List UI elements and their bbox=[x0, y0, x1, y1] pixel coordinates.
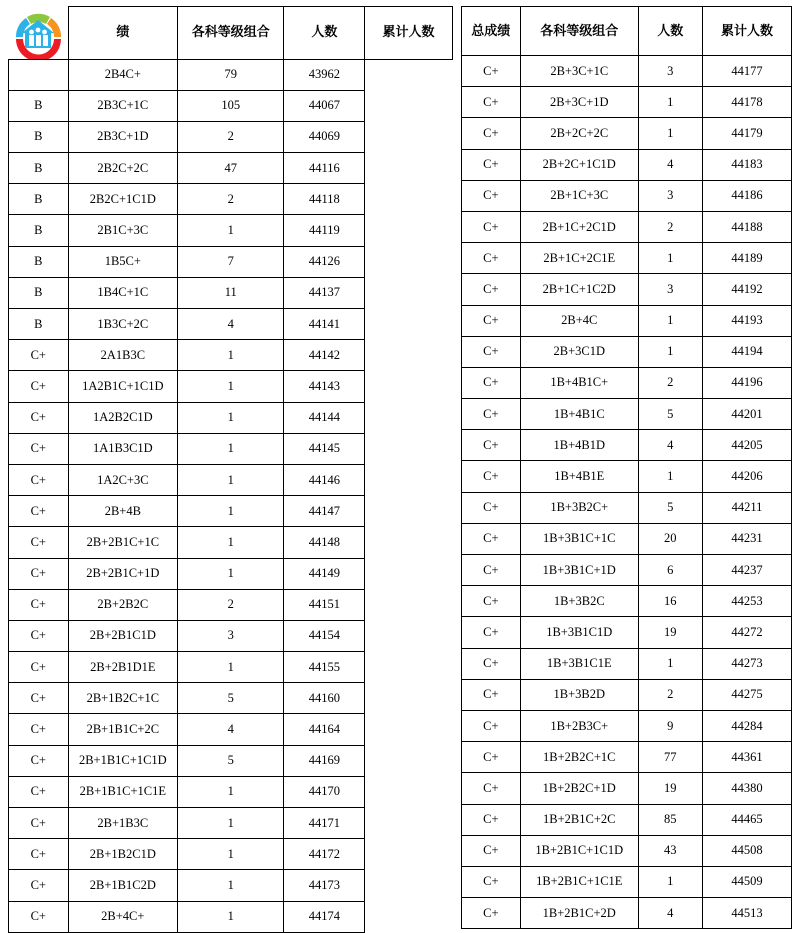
right-cell-cumulative: 44253 bbox=[702, 586, 791, 617]
left-cell-combination: 1A1B3C1D bbox=[68, 433, 177, 464]
right-cell-count: 4 bbox=[638, 430, 702, 461]
table-row bbox=[461, 211, 791, 242]
table-header-row bbox=[9, 7, 453, 60]
left-cell-count: 1 bbox=[178, 340, 284, 371]
left-cell-combination: 2B+1B1C+2C bbox=[68, 714, 177, 745]
table-row bbox=[9, 121, 453, 152]
right-cell-cumulative: 44284 bbox=[702, 710, 791, 741]
left-cell-combination: 2B+2B2C bbox=[68, 589, 177, 620]
right-cell-cumulative: 44205 bbox=[702, 430, 791, 461]
right-cell-grade: C+ bbox=[461, 617, 520, 648]
left-cell-combination: 1B3C+2C bbox=[68, 309, 177, 340]
left-cell-cumulative: 44160 bbox=[284, 683, 365, 714]
table-row bbox=[9, 59, 453, 90]
table-row bbox=[461, 710, 791, 741]
table-row bbox=[9, 527, 453, 558]
left-cell-combination: 2B+4C+ bbox=[68, 901, 177, 932]
table-row bbox=[461, 679, 791, 710]
left-cell-count: 1 bbox=[178, 371, 284, 402]
right-cell-combination: 1B+3B2C+ bbox=[520, 492, 638, 523]
right-cell-cumulative: 44513 bbox=[702, 898, 791, 929]
right-cell-cumulative: 44465 bbox=[702, 804, 791, 835]
table-row bbox=[461, 243, 791, 274]
house-people-logo-icon bbox=[10, 7, 66, 59]
right-cell-combination: 1B+4B1E bbox=[520, 461, 638, 492]
table-row bbox=[461, 523, 791, 554]
table-row bbox=[9, 839, 453, 870]
right-cell-grade: C+ bbox=[461, 835, 520, 866]
left-cell-grade: B bbox=[9, 309, 69, 340]
table-row bbox=[9, 589, 453, 620]
right-cell-cumulative: 44509 bbox=[702, 866, 791, 897]
table-row bbox=[9, 402, 453, 433]
left-cell-combination: 2B2C+2C bbox=[68, 153, 177, 184]
left-cell-cumulative: 44148 bbox=[284, 527, 365, 558]
left-cell-count: 47 bbox=[178, 153, 284, 184]
left-cell-combination: 2B2C+1C1D bbox=[68, 184, 177, 215]
right-cell-cumulative: 44273 bbox=[702, 648, 791, 679]
right-header-count: 人数 bbox=[638, 7, 702, 56]
table-row bbox=[461, 87, 791, 118]
left-cell-cumulative: 44147 bbox=[284, 496, 365, 527]
right-cell-cumulative: 44196 bbox=[702, 367, 791, 398]
right-cell-grade: C+ bbox=[461, 243, 520, 274]
left-cell-cumulative: 44173 bbox=[284, 870, 365, 901]
table-row bbox=[461, 336, 791, 367]
right-cell-count: 19 bbox=[638, 617, 702, 648]
right-cell-count: 5 bbox=[638, 492, 702, 523]
right-score-table bbox=[461, 6, 792, 929]
right-cell-grade: C+ bbox=[461, 118, 520, 149]
left-cell-cumulative: 44154 bbox=[284, 620, 365, 651]
right-cell-cumulative: 44237 bbox=[702, 555, 791, 586]
right-cell-grade: C+ bbox=[461, 149, 520, 180]
left-cell-cumulative: 44169 bbox=[284, 745, 365, 776]
left-cell-cumulative: 44069 bbox=[284, 121, 365, 152]
right-cell-grade: C+ bbox=[461, 492, 520, 523]
right-cell-combination: 1B+2B1C+1C1D bbox=[520, 835, 638, 866]
table-row bbox=[461, 118, 791, 149]
left-cell-cumulative: 43962 bbox=[284, 59, 365, 90]
right-cell-count: 3 bbox=[638, 274, 702, 305]
left-cell-count: 1 bbox=[178, 433, 284, 464]
table-row bbox=[461, 56, 791, 87]
right-cell-combination: 2B+2C+2C bbox=[520, 118, 638, 149]
right-cell-grade: C+ bbox=[461, 648, 520, 679]
left-cell-cumulative: 44144 bbox=[284, 402, 365, 433]
right-cell-cumulative: 44177 bbox=[702, 56, 791, 87]
right-cell-combination: 2B+1C+2C1E bbox=[520, 243, 638, 274]
left-cell-cumulative: 44151 bbox=[284, 589, 365, 620]
table-row bbox=[9, 184, 453, 215]
right-cell-grade: C+ bbox=[461, 898, 520, 929]
right-cell-count: 9 bbox=[638, 710, 702, 741]
left-cell-combination: 2B+2B1D1E bbox=[68, 652, 177, 683]
right-cell-count: 1 bbox=[638, 866, 702, 897]
right-cell-cumulative: 44193 bbox=[702, 305, 791, 336]
table-row bbox=[9, 496, 453, 527]
right-cell-cumulative: 44192 bbox=[702, 274, 791, 305]
left-cell-grade: C+ bbox=[9, 464, 69, 495]
right-cell-count: 19 bbox=[638, 773, 702, 804]
right-cell-combination: 2B+3C+1C bbox=[520, 56, 638, 87]
right-cell-cumulative: 44179 bbox=[702, 118, 791, 149]
right-header-combination: 各科等级组合 bbox=[520, 7, 638, 56]
table-row bbox=[9, 277, 453, 308]
table-row bbox=[461, 399, 791, 430]
right-cell-combination: 1B+4B1C bbox=[520, 399, 638, 430]
right-cell-count: 5 bbox=[638, 399, 702, 430]
table-row bbox=[461, 804, 791, 835]
table-row bbox=[461, 149, 791, 180]
right-cell-count: 2 bbox=[638, 367, 702, 398]
left-cell-count: 1 bbox=[178, 776, 284, 807]
left-cell-combination: 2B4C+ bbox=[68, 59, 177, 90]
right-cell-grade: C+ bbox=[461, 461, 520, 492]
left-cell-cumulative: 44172 bbox=[284, 839, 365, 870]
right-cell-combination: 1B+3B1C+1D bbox=[520, 555, 638, 586]
right-cell-combination: 1B+2B1C+2D bbox=[520, 898, 638, 929]
left-cell-cumulative: 44146 bbox=[284, 464, 365, 495]
right-cell-cumulative: 44361 bbox=[702, 742, 791, 773]
right-cell-combination: 2B+1C+1C2D bbox=[520, 274, 638, 305]
table-row bbox=[9, 153, 453, 184]
left-cell-count: 2 bbox=[178, 184, 284, 215]
tables-container bbox=[8, 6, 792, 933]
left-header-combination: 各科等级组合 bbox=[178, 7, 284, 60]
table-row bbox=[461, 648, 791, 679]
left-cell-combination: 2B1C+3C bbox=[68, 215, 177, 246]
table-row bbox=[461, 461, 791, 492]
right-cell-combination: 1B+2B2C+1D bbox=[520, 773, 638, 804]
left-cell-count: 1 bbox=[178, 558, 284, 589]
left-cell-grade: C+ bbox=[9, 683, 69, 714]
left-cell-combination: 2B+2B1C+1D bbox=[68, 558, 177, 589]
table-row bbox=[461, 274, 791, 305]
right-cell-grade: C+ bbox=[461, 305, 520, 336]
right-cell-grade: C+ bbox=[461, 710, 520, 741]
right-cell-cumulative: 44231 bbox=[702, 523, 791, 554]
right-cell-combination: 2B+3C1D bbox=[520, 336, 638, 367]
right-cell-grade: C+ bbox=[461, 336, 520, 367]
left-header-cumulative: 累计人数 bbox=[365, 7, 452, 60]
table-row bbox=[461, 898, 791, 929]
right-cell-grade: C+ bbox=[461, 180, 520, 211]
right-cell-combination: 1B+4B1C+ bbox=[520, 367, 638, 398]
right-cell-grade: C+ bbox=[461, 866, 520, 897]
right-cell-grade: C+ bbox=[461, 804, 520, 835]
right-cell-combination: 2B+2C+1C1D bbox=[520, 149, 638, 180]
left-score-table bbox=[8, 6, 453, 933]
right-cell-cumulative: 44194 bbox=[702, 336, 791, 367]
left-cell-grade: C+ bbox=[9, 371, 69, 402]
left-cell-grade: C+ bbox=[9, 433, 69, 464]
left-cell-count: 5 bbox=[178, 745, 284, 776]
table-header-row bbox=[461, 7, 791, 56]
left-cell-count: 79 bbox=[178, 59, 284, 90]
table-row bbox=[9, 776, 453, 807]
table-row bbox=[461, 430, 791, 461]
right-cell-count: 3 bbox=[638, 56, 702, 87]
left-cell-count: 3 bbox=[178, 620, 284, 651]
table-row bbox=[461, 305, 791, 336]
table-row bbox=[9, 309, 453, 340]
right-cell-count: 6 bbox=[638, 555, 702, 586]
left-cell-combination: 2B3C+1D bbox=[68, 121, 177, 152]
left-cell-grade: C+ bbox=[9, 839, 69, 870]
table-row bbox=[9, 683, 453, 714]
left-cell-count: 1 bbox=[178, 839, 284, 870]
right-cell-count: 85 bbox=[638, 804, 702, 835]
right-cell-cumulative: 44188 bbox=[702, 211, 791, 242]
left-cell-combination: 2B+1B1C+1C1D bbox=[68, 745, 177, 776]
left-cell-combination: 2B+1B1C+1C1E bbox=[68, 776, 177, 807]
right-cell-cumulative: 44183 bbox=[702, 149, 791, 180]
right-cell-grade: C+ bbox=[461, 679, 520, 710]
right-cell-count: 2 bbox=[638, 211, 702, 242]
left-cell-count: 1 bbox=[178, 652, 284, 683]
left-cell-combination: 2B+2B1C1D bbox=[68, 620, 177, 651]
right-cell-grade: C+ bbox=[461, 586, 520, 617]
table-row bbox=[461, 367, 791, 398]
left-cell-count: 7 bbox=[178, 246, 284, 277]
right-cell-cumulative: 44178 bbox=[702, 87, 791, 118]
left-cell-combination: 2B+1B2C+1C bbox=[68, 683, 177, 714]
left-cell-grade: C+ bbox=[9, 620, 69, 651]
left-cell-grade: B bbox=[9, 184, 69, 215]
left-cell-grade: C+ bbox=[9, 527, 69, 558]
right-cell-grade: C+ bbox=[461, 399, 520, 430]
left-cell-grade: C+ bbox=[9, 745, 69, 776]
table-row bbox=[9, 620, 453, 651]
left-cell-cumulative: 44170 bbox=[284, 776, 365, 807]
left-cell-count: 1 bbox=[178, 901, 284, 932]
left-cell-count: 105 bbox=[178, 90, 284, 121]
right-cell-count: 1 bbox=[638, 87, 702, 118]
left-cell-cumulative: 44149 bbox=[284, 558, 365, 589]
left-cell-grade: C+ bbox=[9, 558, 69, 589]
left-cell-count: 1 bbox=[178, 464, 284, 495]
left-cell-combination: 2B+2B1C+1C bbox=[68, 527, 177, 558]
left-cell-cumulative: 44174 bbox=[284, 901, 365, 932]
left-cell-count: 4 bbox=[178, 309, 284, 340]
table-row bbox=[9, 714, 453, 745]
left-cell-cumulative: 44143 bbox=[284, 371, 365, 402]
right-cell-combination: 1B+3B1C1D bbox=[520, 617, 638, 648]
right-cell-count: 3 bbox=[638, 180, 702, 211]
right-cell-combination: 1B+3B2C bbox=[520, 586, 638, 617]
left-cell-grade: B bbox=[9, 90, 69, 121]
left-header-count: 人数 bbox=[284, 7, 365, 60]
left-cell-grade: C+ bbox=[9, 402, 69, 433]
table-row bbox=[461, 866, 791, 897]
left-cell-count: 4 bbox=[178, 714, 284, 745]
right-cell-combination: 1B+4B1D bbox=[520, 430, 638, 461]
right-cell-grade: C+ bbox=[461, 211, 520, 242]
left-cell-grade: C+ bbox=[9, 589, 69, 620]
left-cell-grade: C+ bbox=[9, 714, 69, 745]
left-cell-cumulative: 44145 bbox=[284, 433, 365, 464]
right-table-body bbox=[461, 56, 791, 929]
right-cell-count: 4 bbox=[638, 149, 702, 180]
left-cell-cumulative: 44164 bbox=[284, 714, 365, 745]
right-cell-cumulative: 44206 bbox=[702, 461, 791, 492]
right-cell-cumulative: 44211 bbox=[702, 492, 791, 523]
right-cell-combination: 1B+3B1C+1C bbox=[520, 523, 638, 554]
table-row bbox=[9, 870, 453, 901]
table-row bbox=[9, 745, 453, 776]
table-row bbox=[461, 555, 791, 586]
left-cell-grade: C+ bbox=[9, 808, 69, 839]
table-row bbox=[461, 586, 791, 617]
left-cell-grade: B bbox=[9, 121, 69, 152]
right-header-total-score: 总成绩 bbox=[461, 7, 520, 56]
left-cell-combination: 1A2B1C+1C1D bbox=[68, 371, 177, 402]
table-row bbox=[9, 558, 453, 589]
left-cell-cumulative: 44141 bbox=[284, 309, 365, 340]
left-cell-cumulative: 44155 bbox=[284, 652, 365, 683]
right-cell-combination: 2B+4C bbox=[520, 305, 638, 336]
right-cell-grade: C+ bbox=[461, 773, 520, 804]
right-cell-cumulative: 44186 bbox=[702, 180, 791, 211]
table-row bbox=[461, 773, 791, 804]
right-cell-combination: 1B+3B2D bbox=[520, 679, 638, 710]
left-cell-grade: B bbox=[9, 277, 69, 308]
table-row bbox=[9, 246, 453, 277]
right-cell-cumulative: 44189 bbox=[702, 243, 791, 274]
left-cell-combination: 2B+1B3C bbox=[68, 808, 177, 839]
right-cell-combination: 2B+3C+1D bbox=[520, 87, 638, 118]
left-cell-count: 2 bbox=[178, 121, 284, 152]
left-cell-cumulative: 44067 bbox=[284, 90, 365, 121]
right-cell-grade: C+ bbox=[461, 430, 520, 461]
table-row bbox=[9, 464, 453, 495]
table-row bbox=[461, 742, 791, 773]
left-cell-combination: 1A2B2C1D bbox=[68, 402, 177, 433]
table-row bbox=[9, 433, 453, 464]
right-cell-cumulative: 44275 bbox=[702, 679, 791, 710]
right-cell-grade: C+ bbox=[461, 56, 520, 87]
table-row bbox=[461, 492, 791, 523]
left-cell-grade: B bbox=[9, 215, 69, 246]
left-cell-grade bbox=[9, 59, 69, 90]
left-cell-grade: C+ bbox=[9, 340, 69, 371]
left-cell-count: 2 bbox=[178, 589, 284, 620]
left-cell-cumulative: 44119 bbox=[284, 215, 365, 246]
right-cell-grade: C+ bbox=[461, 274, 520, 305]
right-cell-grade: C+ bbox=[461, 523, 520, 554]
left-cell-grade: C+ bbox=[9, 901, 69, 932]
left-cell-combination: 1A2C+3C bbox=[68, 464, 177, 495]
right-cell-combination: 1B+2B1C+2C bbox=[520, 804, 638, 835]
right-cell-combination: 1B+2B1C+1C1E bbox=[520, 866, 638, 897]
left-cell-grade: B bbox=[9, 153, 69, 184]
left-cell-cumulative: 44126 bbox=[284, 246, 365, 277]
right-cell-count: 16 bbox=[638, 586, 702, 617]
logo-cell bbox=[9, 7, 69, 60]
left-cell-cumulative: 44171 bbox=[284, 808, 365, 839]
table-row bbox=[9, 340, 453, 371]
right-cell-combination: 1B+3B1C1E bbox=[520, 648, 638, 679]
right-cell-count: 20 bbox=[638, 523, 702, 554]
table-row bbox=[9, 215, 453, 246]
right-cell-cumulative: 44272 bbox=[702, 617, 791, 648]
left-cell-grade: C+ bbox=[9, 870, 69, 901]
left-cell-count: 1 bbox=[178, 402, 284, 433]
left-cell-combination: 2A1B3C bbox=[68, 340, 177, 371]
left-cell-combination: 2B3C+1C bbox=[68, 90, 177, 121]
right-cell-grade: C+ bbox=[461, 742, 520, 773]
left-cell-count: 1 bbox=[178, 215, 284, 246]
table-row bbox=[461, 835, 791, 866]
table-row bbox=[9, 901, 453, 932]
right-cell-grade: C+ bbox=[461, 555, 520, 586]
right-cell-cumulative: 44201 bbox=[702, 399, 791, 430]
right-cell-count: 1 bbox=[638, 305, 702, 336]
table-row bbox=[9, 90, 453, 121]
right-cell-count: 1 bbox=[638, 336, 702, 367]
right-cell-count: 1 bbox=[638, 648, 702, 679]
left-table-body bbox=[9, 59, 453, 932]
left-cell-grade: B bbox=[9, 246, 69, 277]
table-row bbox=[9, 652, 453, 683]
left-cell-count: 1 bbox=[178, 808, 284, 839]
left-cell-grade: C+ bbox=[9, 652, 69, 683]
left-cell-cumulative: 44116 bbox=[284, 153, 365, 184]
table-row bbox=[461, 617, 791, 648]
left-cell-count: 1 bbox=[178, 496, 284, 527]
left-cell-combination: 2B+4B bbox=[68, 496, 177, 527]
left-cell-count: 5 bbox=[178, 683, 284, 714]
left-cell-combination: 2B+1B2C1D bbox=[68, 839, 177, 870]
table-row bbox=[9, 371, 453, 402]
left-cell-count: 11 bbox=[178, 277, 284, 308]
right-cell-cumulative: 44508 bbox=[702, 835, 791, 866]
right-cell-count: 77 bbox=[638, 742, 702, 773]
right-cell-combination: 1B+2B3C+ bbox=[520, 710, 638, 741]
left-cell-cumulative: 44137 bbox=[284, 277, 365, 308]
right-cell-combination: 1B+2B2C+1C bbox=[520, 742, 638, 773]
left-cell-combination: 1B4C+1C bbox=[68, 277, 177, 308]
left-cell-count: 1 bbox=[178, 527, 284, 558]
table-row bbox=[461, 180, 791, 211]
right-cell-combination: 2B+1C+3C bbox=[520, 180, 638, 211]
left-cell-combination: 2B+1B1C2D bbox=[68, 870, 177, 901]
right-cell-count: 1 bbox=[638, 118, 702, 149]
left-cell-grade: C+ bbox=[9, 496, 69, 527]
left-cell-count: 1 bbox=[178, 870, 284, 901]
left-cell-cumulative: 44118 bbox=[284, 184, 365, 215]
right-cell-grade: C+ bbox=[461, 367, 520, 398]
right-cell-grade: C+ bbox=[461, 87, 520, 118]
left-cell-grade: C+ bbox=[9, 776, 69, 807]
table-row bbox=[9, 808, 453, 839]
left-cell-cumulative: 44142 bbox=[284, 340, 365, 371]
right-cell-count: 43 bbox=[638, 835, 702, 866]
right-cell-count: 1 bbox=[638, 243, 702, 274]
right-cell-count: 1 bbox=[638, 461, 702, 492]
left-header-grade: 绩 bbox=[68, 7, 177, 60]
right-header-cumulative: 累计人数 bbox=[702, 7, 791, 56]
right-cell-combination: 2B+1C+2C1D bbox=[520, 211, 638, 242]
left-cell-combination: 1B5C+ bbox=[68, 246, 177, 277]
right-cell-count: 4 bbox=[638, 898, 702, 929]
right-cell-count: 2 bbox=[638, 679, 702, 710]
right-cell-cumulative: 44380 bbox=[702, 773, 791, 804]
